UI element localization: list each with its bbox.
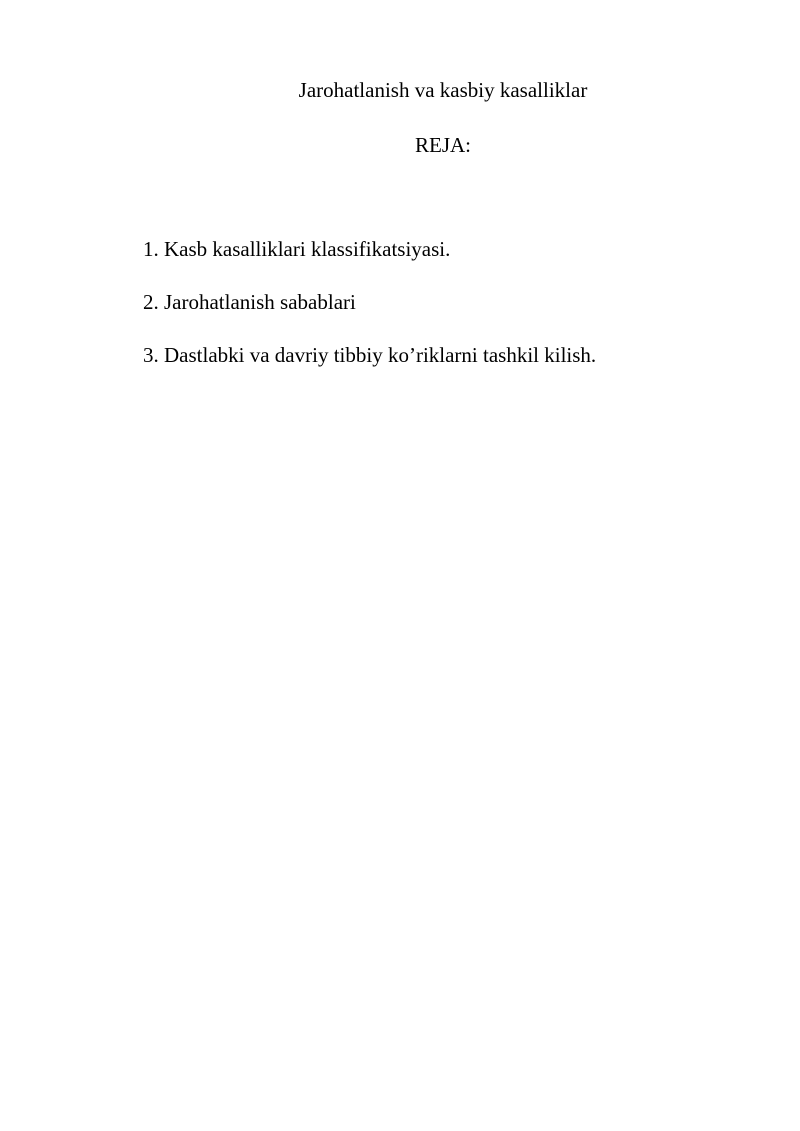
document-title: Jarohatlanish va kasbiy kasalliklar	[298, 78, 588, 102]
plan-item: 1. Kasb kasalliklari klassifikatsiyasi.	[143, 237, 451, 261]
plan-item: 3. Dastlabki va davriy tibbiy ko’riklarni tashkil kilish.	[143, 343, 597, 367]
plan-list	[143, 235, 596, 394]
plan-heading: REJA:	[414, 133, 471, 157]
plan-item: 2. Jarohatlanish sabablari	[143, 290, 356, 314]
